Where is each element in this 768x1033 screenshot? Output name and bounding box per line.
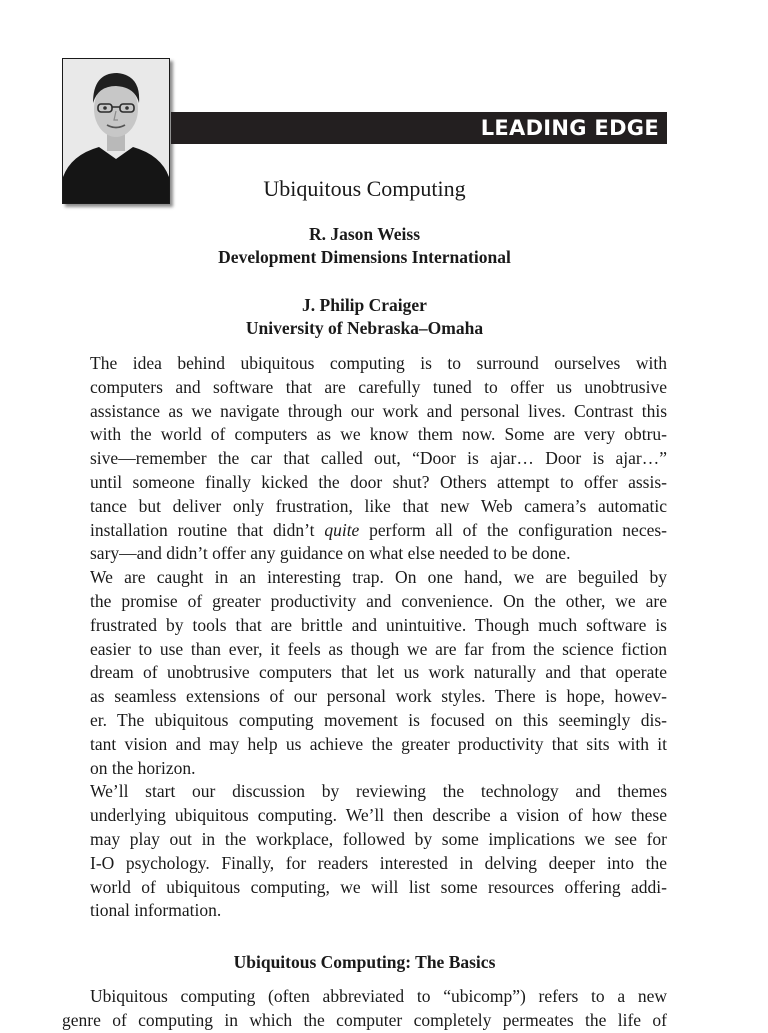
- text-run: installation routine that didn’t: [90, 519, 325, 540]
- text-line: We are caught in an interesting trap. On one hand, we are beguiled by: [90, 567, 667, 588]
- article-title: Ubiquitous Computing: [263, 176, 466, 201]
- text-run: perform all of the configuration neces-: [359, 519, 667, 540]
- text-line: computers and software that are carefully tuned to offer us unobtrusive: [90, 376, 667, 397]
- paragraph: [62, 780, 667, 923]
- text-line: tant vision and may help us achieve the greater productivity that sits with it: [90, 733, 667, 754]
- text-line: with the world of computers as we know them now. Some are very obtru-: [90, 424, 667, 445]
- text-line: may play out in the workplace, followed by some implications we see for: [90, 828, 667, 849]
- text-line: dream of unobtrusive computers that let us work naturally and that operate: [90, 662, 667, 683]
- text-line: We’ll start our discussion by reviewing the technology and themes: [90, 781, 667, 802]
- author-affiliation: Development Dimensions International: [218, 247, 511, 267]
- article-body: [62, 352, 667, 923]
- text-line: world of ubiquitous computing, we will list some resources offering addi-: [90, 876, 667, 897]
- section-heading: Ubiquitous Computing: The Basics: [233, 952, 496, 972]
- text-line: genre of computing in which the computer completely permeates the life of: [62, 1009, 667, 1030]
- text-line: on the horizon.: [90, 757, 196, 778]
- author-byline: [62, 294, 667, 340]
- author-affiliation: University of Nebraska–Omaha: [245, 318, 484, 338]
- text-line: The idea behind ubiquitous computing is to surround ourselves with: [90, 353, 667, 373]
- text-line: underlying ubiquitous computing. We’ll then describe a vision of how these: [90, 805, 667, 826]
- text-line: tional information.: [90, 900, 222, 921]
- text-line: [62, 519, 667, 543]
- text-line: I-O psychology. Finally, for readers interested in delving deeper into the: [90, 852, 667, 873]
- paragraph: [62, 566, 667, 780]
- text-line: assistance as we navigate through our work and personal lives. Contrast this: [90, 400, 667, 421]
- text-line: er. The ubiquitous computing movement is focused on this seemingly dis-: [90, 709, 667, 730]
- section-body: [62, 985, 667, 1033]
- text-line: until someone finally kicked the door shut? Others attempt to offer assis-: [90, 471, 667, 492]
- banner-label: LEADING EDGE: [480, 116, 659, 140]
- section-banner: [171, 112, 667, 144]
- text-line: sary—and didn’t offer any guidance on what else needed to be done.: [90, 543, 571, 564]
- emphasis-text: quite: [324, 519, 360, 540]
- text-line: as seamless extensions of our personal work styles. There is hope, howev-: [90, 686, 667, 707]
- text-line: sive—remember the car that called out, “Door is ajar… Door is ajar…”: [90, 448, 667, 469]
- paragraph: [62, 352, 667, 566]
- author-name: J. Philip Craiger: [302, 295, 427, 315]
- author-byline: [62, 223, 667, 269]
- text-line: frustrated by tools that are brittle and unintuitive. Though much software is: [90, 614, 667, 635]
- text-line: easier to use than ever, it feels as though we are far from the science fiction: [90, 638, 667, 659]
- author-name: R. Jason Weiss: [308, 224, 421, 244]
- text-line: Ubiquitous computing (often abbreviated to “ubicomp”) refers to a new: [90, 986, 667, 1006]
- text-line: the promise of greater productivity and convenience. On the other, we are: [90, 590, 667, 611]
- text-line: tance but deliver only frustration, like that new Web camera’s automatic: [90, 495, 667, 516]
